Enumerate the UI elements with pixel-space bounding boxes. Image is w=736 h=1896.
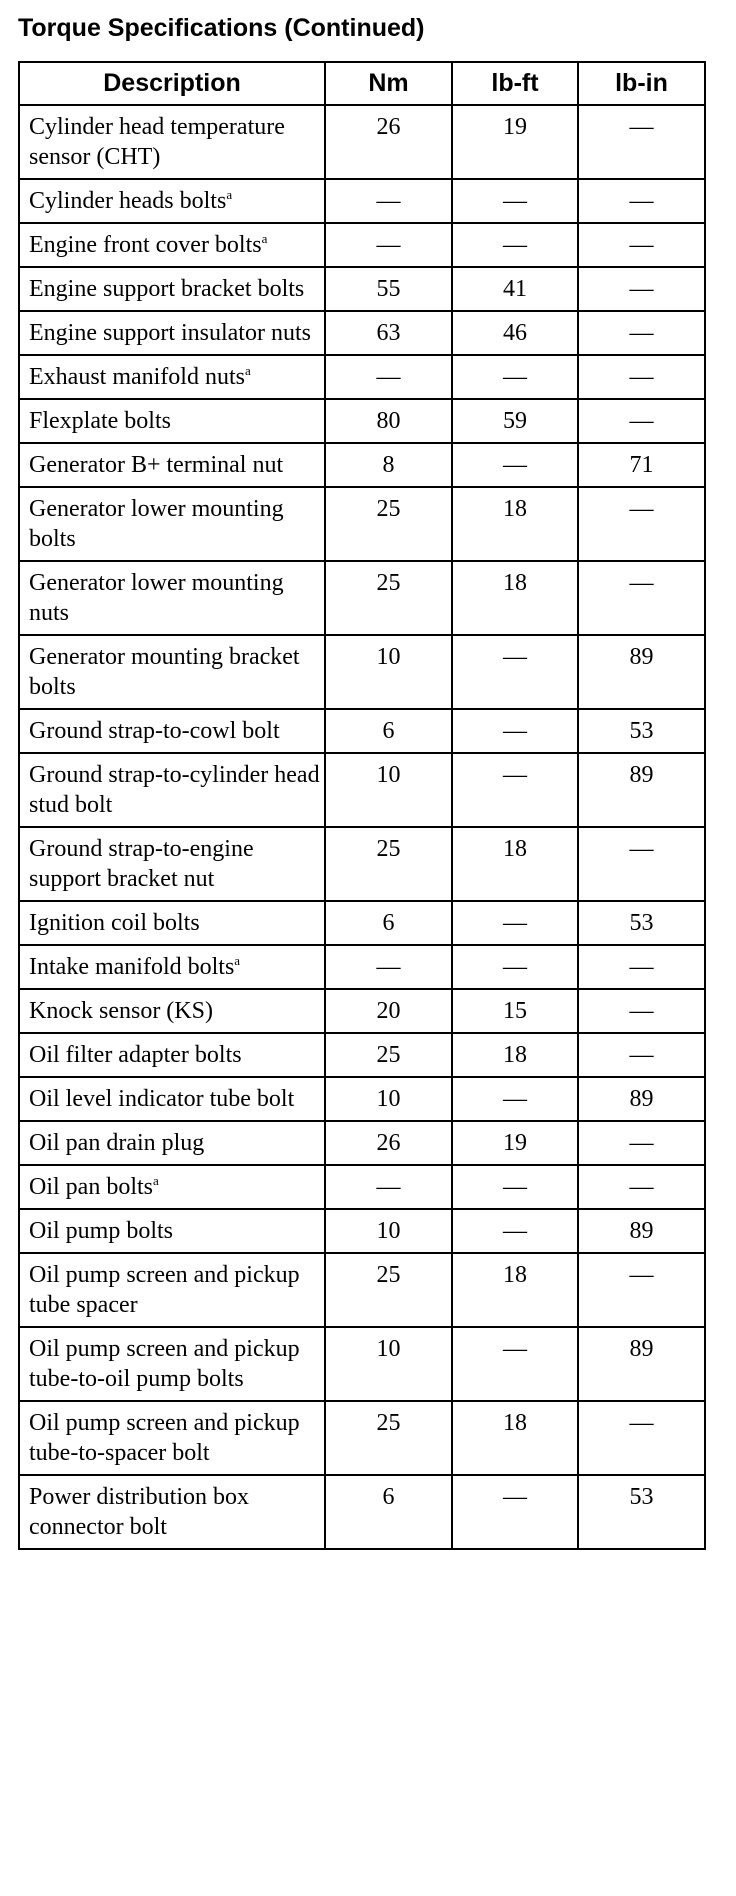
cell-lb-in: — [578,179,705,223]
cell-nm: 26 [325,1121,452,1165]
description-text: Ground strap-to-cylinder head stud bolt [29,762,320,818]
cell-lb-ft: — [452,1209,578,1253]
cell-lb-ft: — [452,1327,578,1401]
cell-description [19,443,325,487]
cell-nm: 6 [325,709,452,753]
description-text: Knock sensor (KS) [29,998,213,1024]
description-text: Generator lower mounting bolts [29,496,284,552]
table-row [19,1077,705,1121]
table-row [19,443,705,487]
description-text: Generator mounting bracket bolts [29,644,300,700]
cell-nm: — [325,223,452,267]
cell-description [19,1401,325,1475]
cell-lb-in: — [578,223,705,267]
description-text: Exhaust manifold nuts [29,364,245,390]
cell-description [19,945,325,989]
description-text: Oil pump screen and pickup tube spacer [29,1262,300,1318]
cell-nm: 20 [325,989,452,1033]
cell-lb-ft: — [452,1077,578,1121]
cell-lb-ft: 18 [452,1401,578,1475]
table-row [19,267,705,311]
cell-lb-in: — [578,311,705,355]
description-text: Flexplate bolts [29,408,171,434]
cell-lb-ft: — [452,945,578,989]
cell-lb-ft: — [452,901,578,945]
description-text: Oil pump bolts [29,1218,174,1244]
cell-description [19,709,325,753]
cell-nm: 26 [325,105,452,179]
cell-lb-in: — [578,355,705,399]
description-text: Power distribution box connector bolt [29,1484,249,1540]
cell-lb-ft: 41 [452,267,578,311]
cell-lb-ft: 15 [452,989,578,1033]
cell-lb-ft: — [452,635,578,709]
cell-lb-ft: 18 [452,827,578,901]
cell-description [19,901,325,945]
cell-lb-ft: — [452,355,578,399]
footnote-marker: a [153,1173,159,1188]
cell-lb-in: — [578,945,705,989]
cell-lb-in: 89 [578,1077,705,1121]
cell-lb-in: 53 [578,709,705,753]
table-row [19,399,705,443]
cell-nm: 80 [325,399,452,443]
cell-lb-ft: 19 [452,1121,578,1165]
cell-description [19,399,325,443]
table-body [19,105,705,1549]
cell-nm: 10 [325,753,452,827]
table-row [19,1253,705,1327]
table-row [19,223,705,267]
description-text: Oil pan bolts [29,1174,153,1200]
table-row [19,1475,705,1549]
table-row [19,1121,705,1165]
cell-lb-in: — [578,1165,705,1209]
table-row [19,989,705,1033]
description-text: Cylinder head temperature sensor (CHT) [29,114,285,170]
cell-nm: 63 [325,311,452,355]
torque-spec-table [18,61,706,1550]
cell-lb-in: — [578,267,705,311]
table-row [19,901,705,945]
description-text: Generator B+ terminal nut [29,452,284,478]
cell-lb-in: 89 [578,753,705,827]
cell-nm: 10 [325,1077,452,1121]
cell-description [19,1253,325,1327]
cell-lb-ft: 18 [452,1033,578,1077]
cell-lb-ft: 18 [452,487,578,561]
cell-description [19,1033,325,1077]
table-header-row [19,62,705,105]
description-text: Ground strap-to-engine support bracket nut [29,836,254,892]
cell-nm: 10 [325,635,452,709]
description-text: Ground strap-to-cowl bolt [29,718,280,744]
cell-nm: 10 [325,1209,452,1253]
cell-lb-in: — [578,827,705,901]
description-text: Oil level indicator tube bolt [29,1086,295,1112]
cell-description [19,223,325,267]
table-row [19,1209,705,1253]
table-row [19,827,705,901]
footnote-marker: a [234,953,241,968]
description-text: Oil pump screen and pickup tube-to-spacer bolt [29,1410,300,1466]
cell-description [19,179,325,223]
column-header-lb-in: lb-in [578,62,705,105]
description-text: Intake manifold bolts [29,954,235,980]
cell-lb-in: 89 [578,635,705,709]
table-row [19,355,705,399]
table-row [19,311,705,355]
cell-nm: — [325,355,452,399]
cell-description [19,1475,325,1549]
cell-description [19,989,325,1033]
cell-lb-ft: 18 [452,561,578,635]
cell-lb-in: — [578,1253,705,1327]
cell-nm: 25 [325,1253,452,1327]
cell-lb-ft: 59 [452,399,578,443]
cell-description [19,1209,325,1253]
cell-nm: 25 [325,487,452,561]
cell-lb-in: — [578,1401,705,1475]
table-row [19,1165,705,1209]
table-row [19,105,705,179]
cell-lb-in: — [578,399,705,443]
cell-lb-in: 71 [578,443,705,487]
cell-description [19,311,325,355]
cell-lb-ft: 18 [452,1253,578,1327]
cell-lb-in: 53 [578,901,705,945]
cell-nm: 25 [325,827,452,901]
cell-lb-in: — [578,105,705,179]
footnote-marker: a [226,187,233,202]
cell-lb-in: — [578,989,705,1033]
cell-description [19,1077,325,1121]
cell-nm: 6 [325,901,452,945]
table-row [19,753,705,827]
cell-description [19,1165,325,1209]
cell-description [19,105,325,179]
table-row [19,1327,705,1401]
cell-description [19,1121,325,1165]
description-text: Oil filter adapter bolts [29,1042,242,1068]
cell-description [19,561,325,635]
footnote-marker: a [261,231,268,246]
cell-nm: 6 [325,1475,452,1549]
table-row [19,1401,705,1475]
table-row [19,179,705,223]
cell-nm: 10 [325,1327,452,1401]
cell-lb-ft: 19 [452,105,578,179]
column-header-lb-ft: lb-ft [452,62,578,105]
cell-nm: 55 [325,267,452,311]
cell-nm: 25 [325,1033,452,1077]
cell-description [19,487,325,561]
cell-lb-in: — [578,561,705,635]
description-text: Engine support insulator nuts [29,320,311,346]
cell-nm: — [325,179,452,223]
table-row [19,1033,705,1077]
cell-lb-ft: — [452,223,578,267]
cell-lb-ft: — [452,753,578,827]
cell-lb-ft: — [452,1475,578,1549]
description-text: Cylinder heads bolts [29,188,227,214]
cell-lb-in: 89 [578,1209,705,1253]
cell-nm: 8 [325,443,452,487]
table-row [19,709,705,753]
cell-lb-in: 89 [578,1327,705,1401]
description-text: Oil pan drain plug [29,1130,205,1156]
cell-nm: 25 [325,1401,452,1475]
cell-lb-ft: 46 [452,311,578,355]
description-text: Oil pump screen and pickup tube-to-oil pump bolts [29,1336,300,1392]
cell-lb-in: — [578,1121,705,1165]
cell-description [19,827,325,901]
cell-description [19,635,325,709]
column-header-description: Description [19,62,325,105]
cell-description [19,267,325,311]
table-row [19,487,705,561]
cell-description [19,753,325,827]
cell-nm: 25 [325,561,452,635]
description-text: Engine support bracket bolts [29,276,305,302]
description-text: Ignition coil bolts [29,910,200,936]
table-row [19,561,705,635]
table-row [19,635,705,709]
cell-lb-ft: — [452,179,578,223]
column-header-nm: Nm [325,62,452,105]
cell-nm: — [325,945,452,989]
cell-lb-ft: — [452,1165,578,1209]
cell-nm: — [325,1165,452,1209]
cell-lb-in: 53 [578,1475,705,1549]
description-text: Engine front cover bolts [29,232,262,258]
cell-lb-in: — [578,1033,705,1077]
description-text: Generator lower mounting nuts [29,570,284,626]
cell-lb-in: — [578,487,705,561]
cell-lb-ft: — [452,443,578,487]
cell-description [19,1327,325,1401]
footnote-marker: a [244,363,251,378]
table-row [19,945,705,989]
page-title: Torque Specifications (Continued) [18,14,425,42]
cell-description [19,355,325,399]
cell-lb-ft: — [452,709,578,753]
